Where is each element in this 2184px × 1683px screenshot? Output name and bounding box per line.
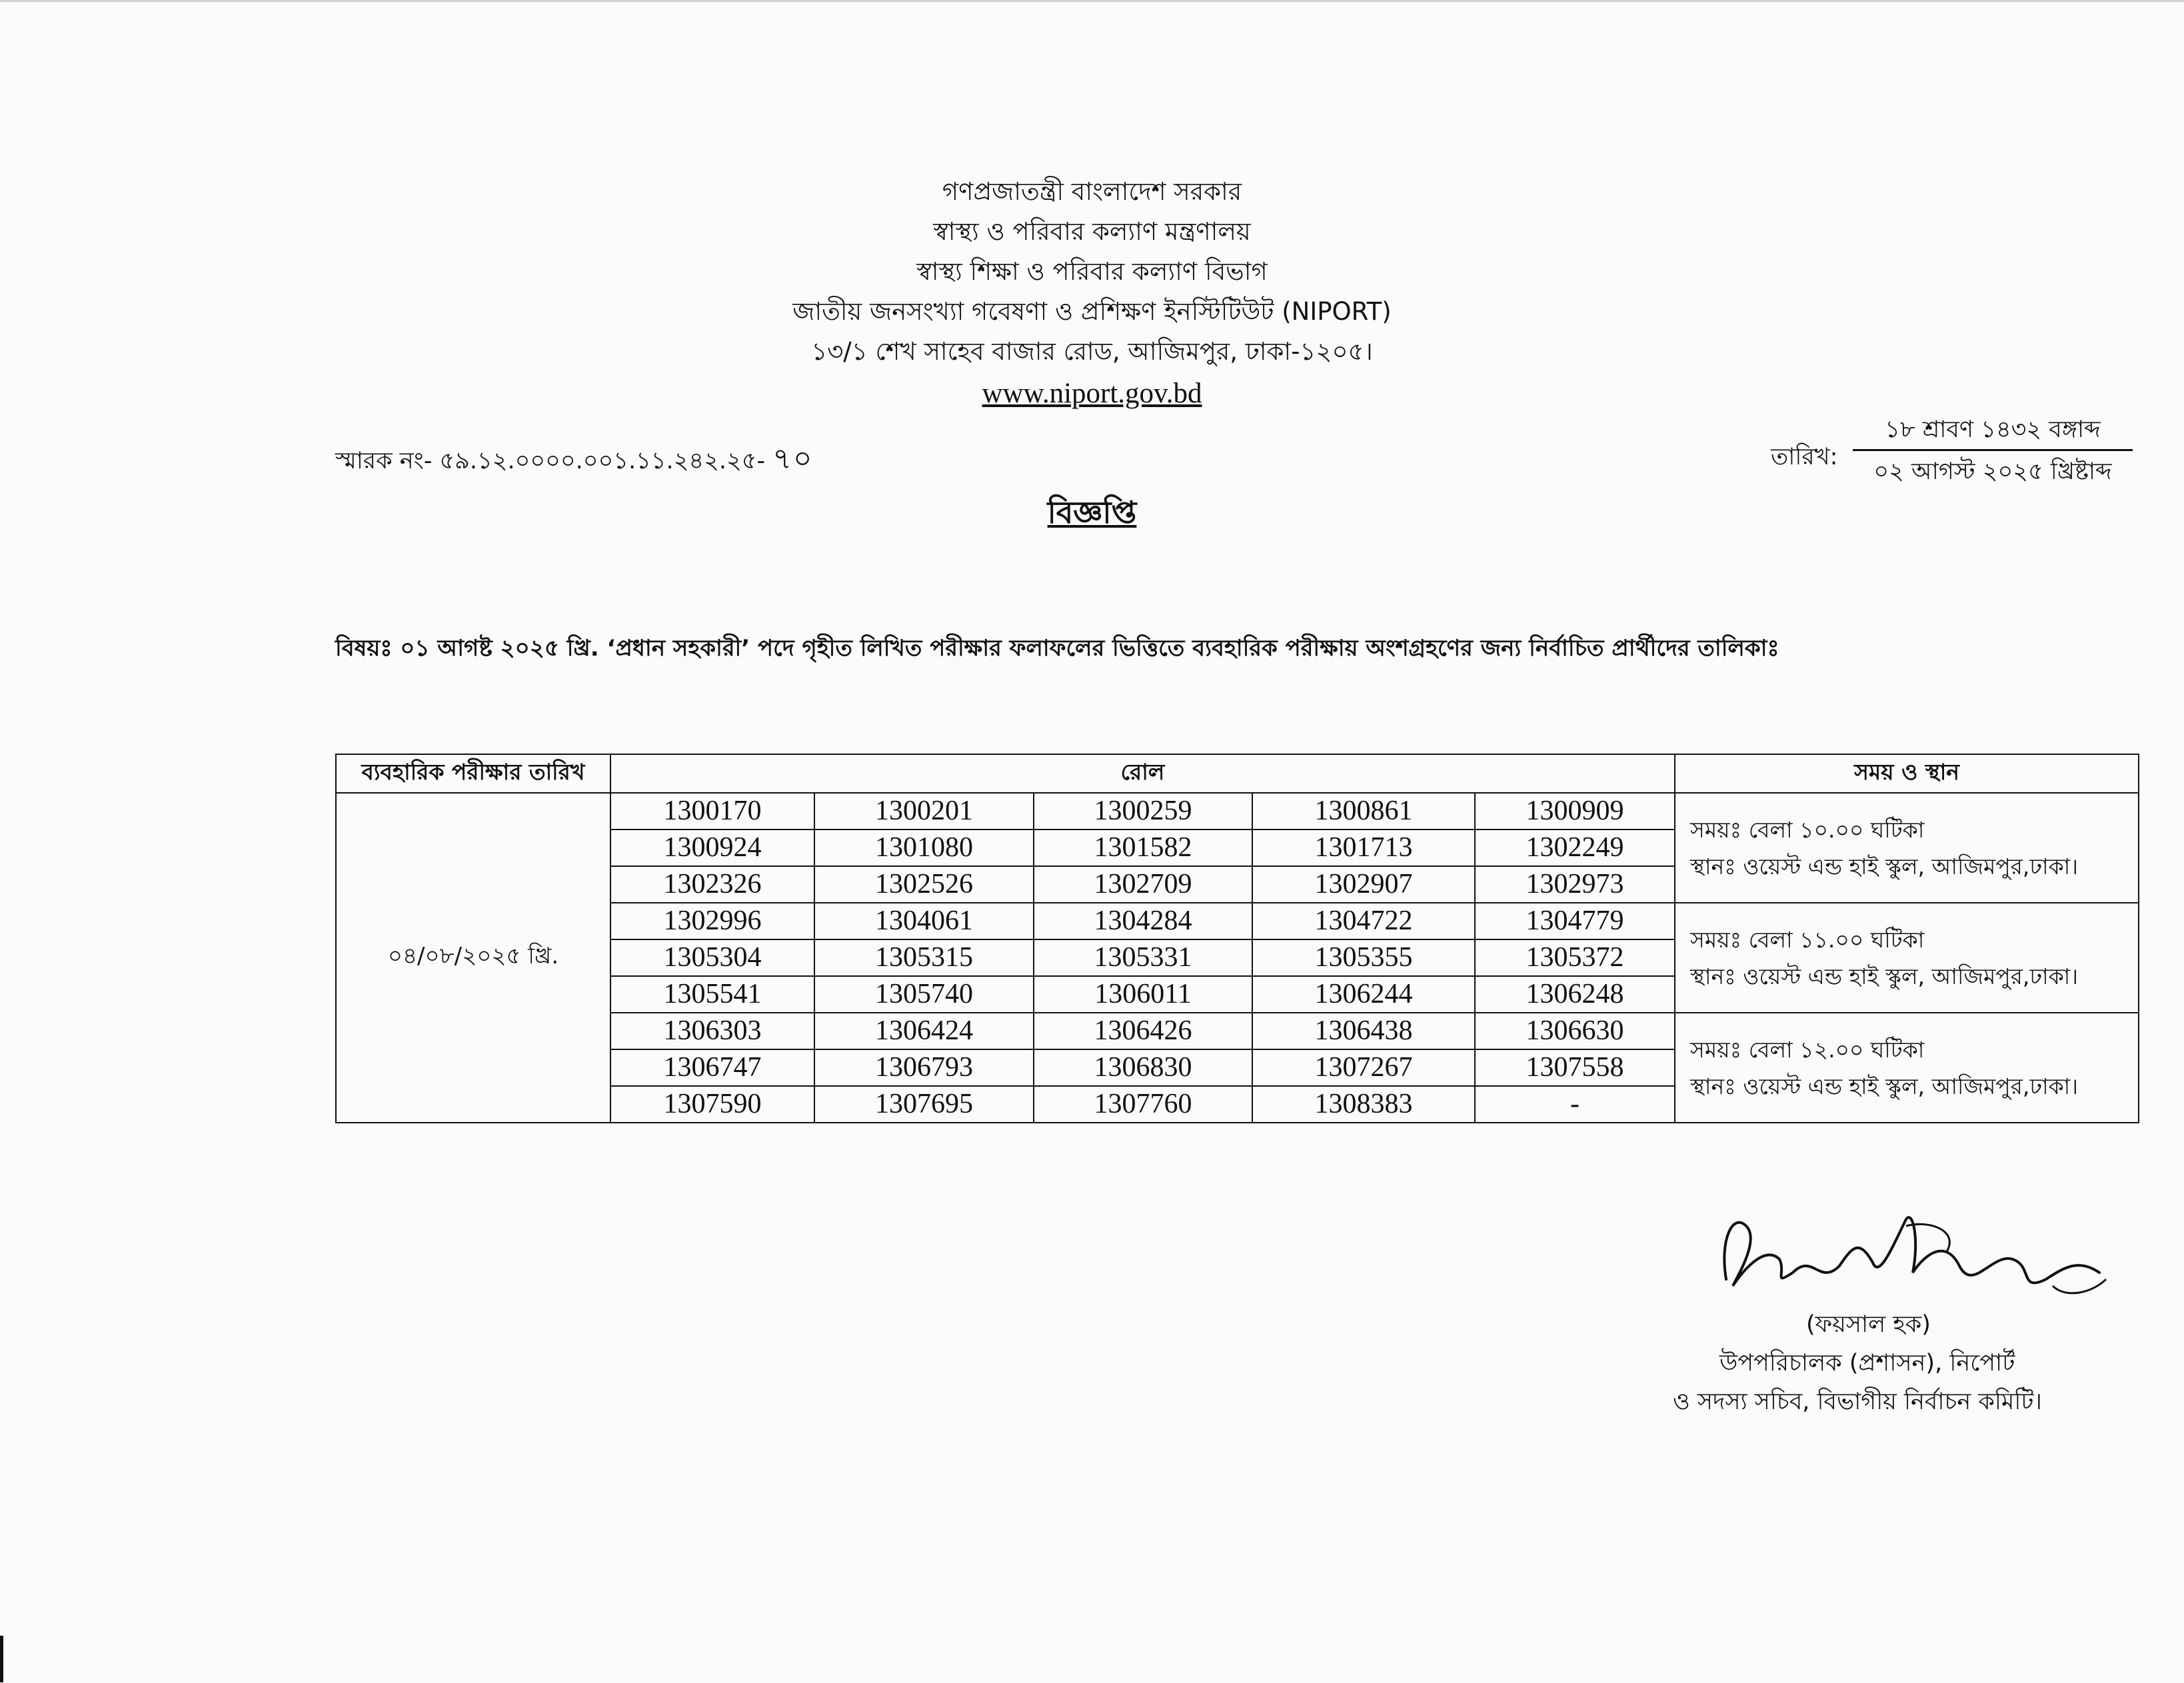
roll-cell: 1308383	[1252, 1086, 1475, 1123]
slot-place: স্থানঃ ওয়েস্ট এন্ড হাই স্কুল, আজিমপুর,ঢাকা।	[1690, 1073, 2079, 1099]
roll-cell: 1306793	[814, 1049, 1034, 1086]
date-bangla: ১৮ শ্রাবণ ১৪৩২ বঙ্গাব্দ	[1885, 416, 2101, 443]
slot-cell-1	[1675, 793, 2139, 903]
roll-cell: 1306426	[1034, 1013, 1252, 1049]
roll-cell: 1305541	[610, 976, 814, 1013]
roll-cell: 1302907	[1252, 866, 1475, 903]
signatory-committee: ও সদস্য সচিব, বিভাগীয় নির্বাচন কমিটি।	[1673, 1389, 2042, 1415]
memo-number	[335, 436, 813, 485]
roll-cell: 1306424	[814, 1013, 1034, 1049]
roll-cell: 1306830	[1034, 1049, 1252, 1086]
header-time-place: সময় ও স্থান	[1675, 754, 2139, 793]
roll-cell: 1306011	[1034, 976, 1252, 1013]
signatory-designation: উপপরিচালক (প্রশাসন), নিপোর্ট	[1719, 1350, 2015, 1377]
roll-cell: 1300861	[1252, 793, 1475, 830]
notice-title-text: বিজ্ঞপ্তি	[1047, 494, 1137, 530]
letterhead-line-2: স্বাস্থ্য ও পরিবার কল্যাণ মন্ত্রণালয়	[933, 217, 1251, 246]
memo-label: স্মারক নং- ৫৯.১২.০০০০.০০১.১১.২৪২.২৫-	[335, 448, 766, 474]
roll-cell: 1306303	[610, 1013, 814, 1049]
roll-cell: 1304061	[814, 903, 1034, 939]
roll-cell: 1301080	[814, 830, 1034, 866]
date-divider	[1853, 449, 2133, 451]
signatory-name: (ফয়সাল হক)	[1806, 1311, 1931, 1338]
roll-cell: 1305331	[1034, 939, 1252, 976]
roll-cell: 1302996	[610, 903, 814, 939]
notice-title	[0, 490, 2184, 540]
roll-cell: 1307760	[1034, 1086, 1252, 1123]
roll-cell: 1307590	[610, 1086, 814, 1123]
roll-cell: 1306438	[1252, 1013, 1475, 1049]
roll-cell: 1300201	[814, 793, 1034, 830]
roll-cell: 1305355	[1252, 939, 1475, 976]
letterhead-line-5: ১৩/১ শেখ সাহেব বাজার রোড, আজিমপুর, ঢাকা-১২০৫।	[811, 337, 1373, 366]
roll-cell: 1306630	[1475, 1013, 1675, 1049]
roll-cell: 1304779	[1475, 903, 1675, 939]
date-english: ০২ আগস্ট ২০২৫ খ্রিষ্টাব্দ	[1873, 458, 2112, 485]
roll-cell: 1304284	[1034, 903, 1252, 939]
roll-cell: 1305740	[814, 976, 1034, 1013]
roll-cell: 1306248	[1475, 976, 1675, 1013]
roll-cell: 1300170	[610, 793, 814, 830]
slot-cell-3	[1675, 1013, 2139, 1123]
slot-time: সময়ঃ বেলা ১০.০০ ঘটিকা	[1690, 816, 1925, 843]
table-row	[336, 793, 2139, 830]
roll-cell: 1307267	[1252, 1049, 1475, 1086]
roll-cell: 1304722	[1252, 903, 1475, 939]
roll-cell: 1305304	[610, 939, 814, 976]
date-label: তারিখ:	[1771, 444, 1838, 470]
slot-cell-2	[1675, 903, 2139, 1013]
letterhead-line-4: জাতীয় জনসংখ্যা গবেষণা ও প্রশিক্ষণ ইনস্টিটিউট (NIPORT)	[792, 297, 1392, 326]
roll-cell: 1305372	[1475, 939, 1675, 976]
exam-date-cell: ০৪/০৮/২০২৫ খ্রি.	[336, 793, 610, 1123]
roll-cell: 1301582	[1034, 830, 1252, 866]
roll-cell: 1302249	[1475, 830, 1675, 866]
roll-cell: 1302526	[814, 866, 1034, 903]
slot-time: সময়ঃ বেলা ১২.০০ ঘটিকা	[1690, 1036, 1925, 1063]
roll-cell: 1302973	[1475, 866, 1675, 903]
roll-cell: 1307558	[1475, 1049, 1675, 1086]
roll-cell: 1305315	[814, 939, 1034, 976]
letterhead-line-1: গণপ্রজাতন্ত্রী বাংলাদেশ সরকার	[942, 177, 1242, 206]
roll-cell: 1307695	[814, 1086, 1034, 1123]
subject-line: বিষয়ঃ ০১ আগষ্ট ২০২৫ খ্রি. ‘প্রধান সহকারী’ পদে গৃহীত লিখিত পরীক্ষার ফলাফলের ভিত্তিতে ব্যবহারিক পরীক্ষায় অংশগ্রহণের জন্য নির্বাচিত প্রার্থীদের তালিকাঃ	[335, 635, 1779, 662]
roll-cell: 1300909	[1475, 793, 1675, 830]
roll-cell: -	[1475, 1086, 1675, 1123]
header-exam-date: ব্যবহারিক পরীক্ষার তারিখ	[336, 754, 610, 793]
table-header-row	[336, 754, 2139, 793]
roll-table	[335, 754, 2139, 1123]
roll-cell: 1306747	[610, 1049, 814, 1086]
roll-cell: 1301713	[1252, 830, 1475, 866]
top-scan-edge	[0, 0, 2184, 2]
scan-edge-mark	[0, 1636, 3, 1682]
slot-place: স্থানঃ ওয়েস্ট এন্ড হাই স্কুল, আজিমপুর,ঢাকা।	[1690, 853, 2079, 879]
date-block	[1853, 413, 2133, 488]
memo-handwritten-number: ৭০	[772, 442, 814, 476]
roll-cell: 1302326	[610, 866, 814, 903]
header-roll: রোল	[610, 754, 1675, 793]
roll-cell: 1300924	[610, 830, 814, 866]
letterhead	[0, 172, 2184, 416]
handwritten-signature	[1706, 1199, 2119, 1313]
roll-cell: 1306244	[1252, 976, 1475, 1013]
roll-cell: 1300259	[1034, 793, 1252, 830]
roll-cell: 1302709	[1034, 866, 1252, 903]
slot-place: স্থানঃ ওয়েস্ট এন্ড হাই স্কুল, আজিমপুর,ঢাকা।	[1690, 963, 2079, 989]
website-link[interactable]: www.niport.gov.bd	[982, 378, 1202, 409]
letterhead-line-3: স্বাস্থ্য শিক্ষা ও পরিবার কল্যাণ বিভাগ	[916, 257, 1268, 286]
slot-time: সময়ঃ বেলা ১১.০০ ঘটিকা	[1690, 926, 1925, 953]
